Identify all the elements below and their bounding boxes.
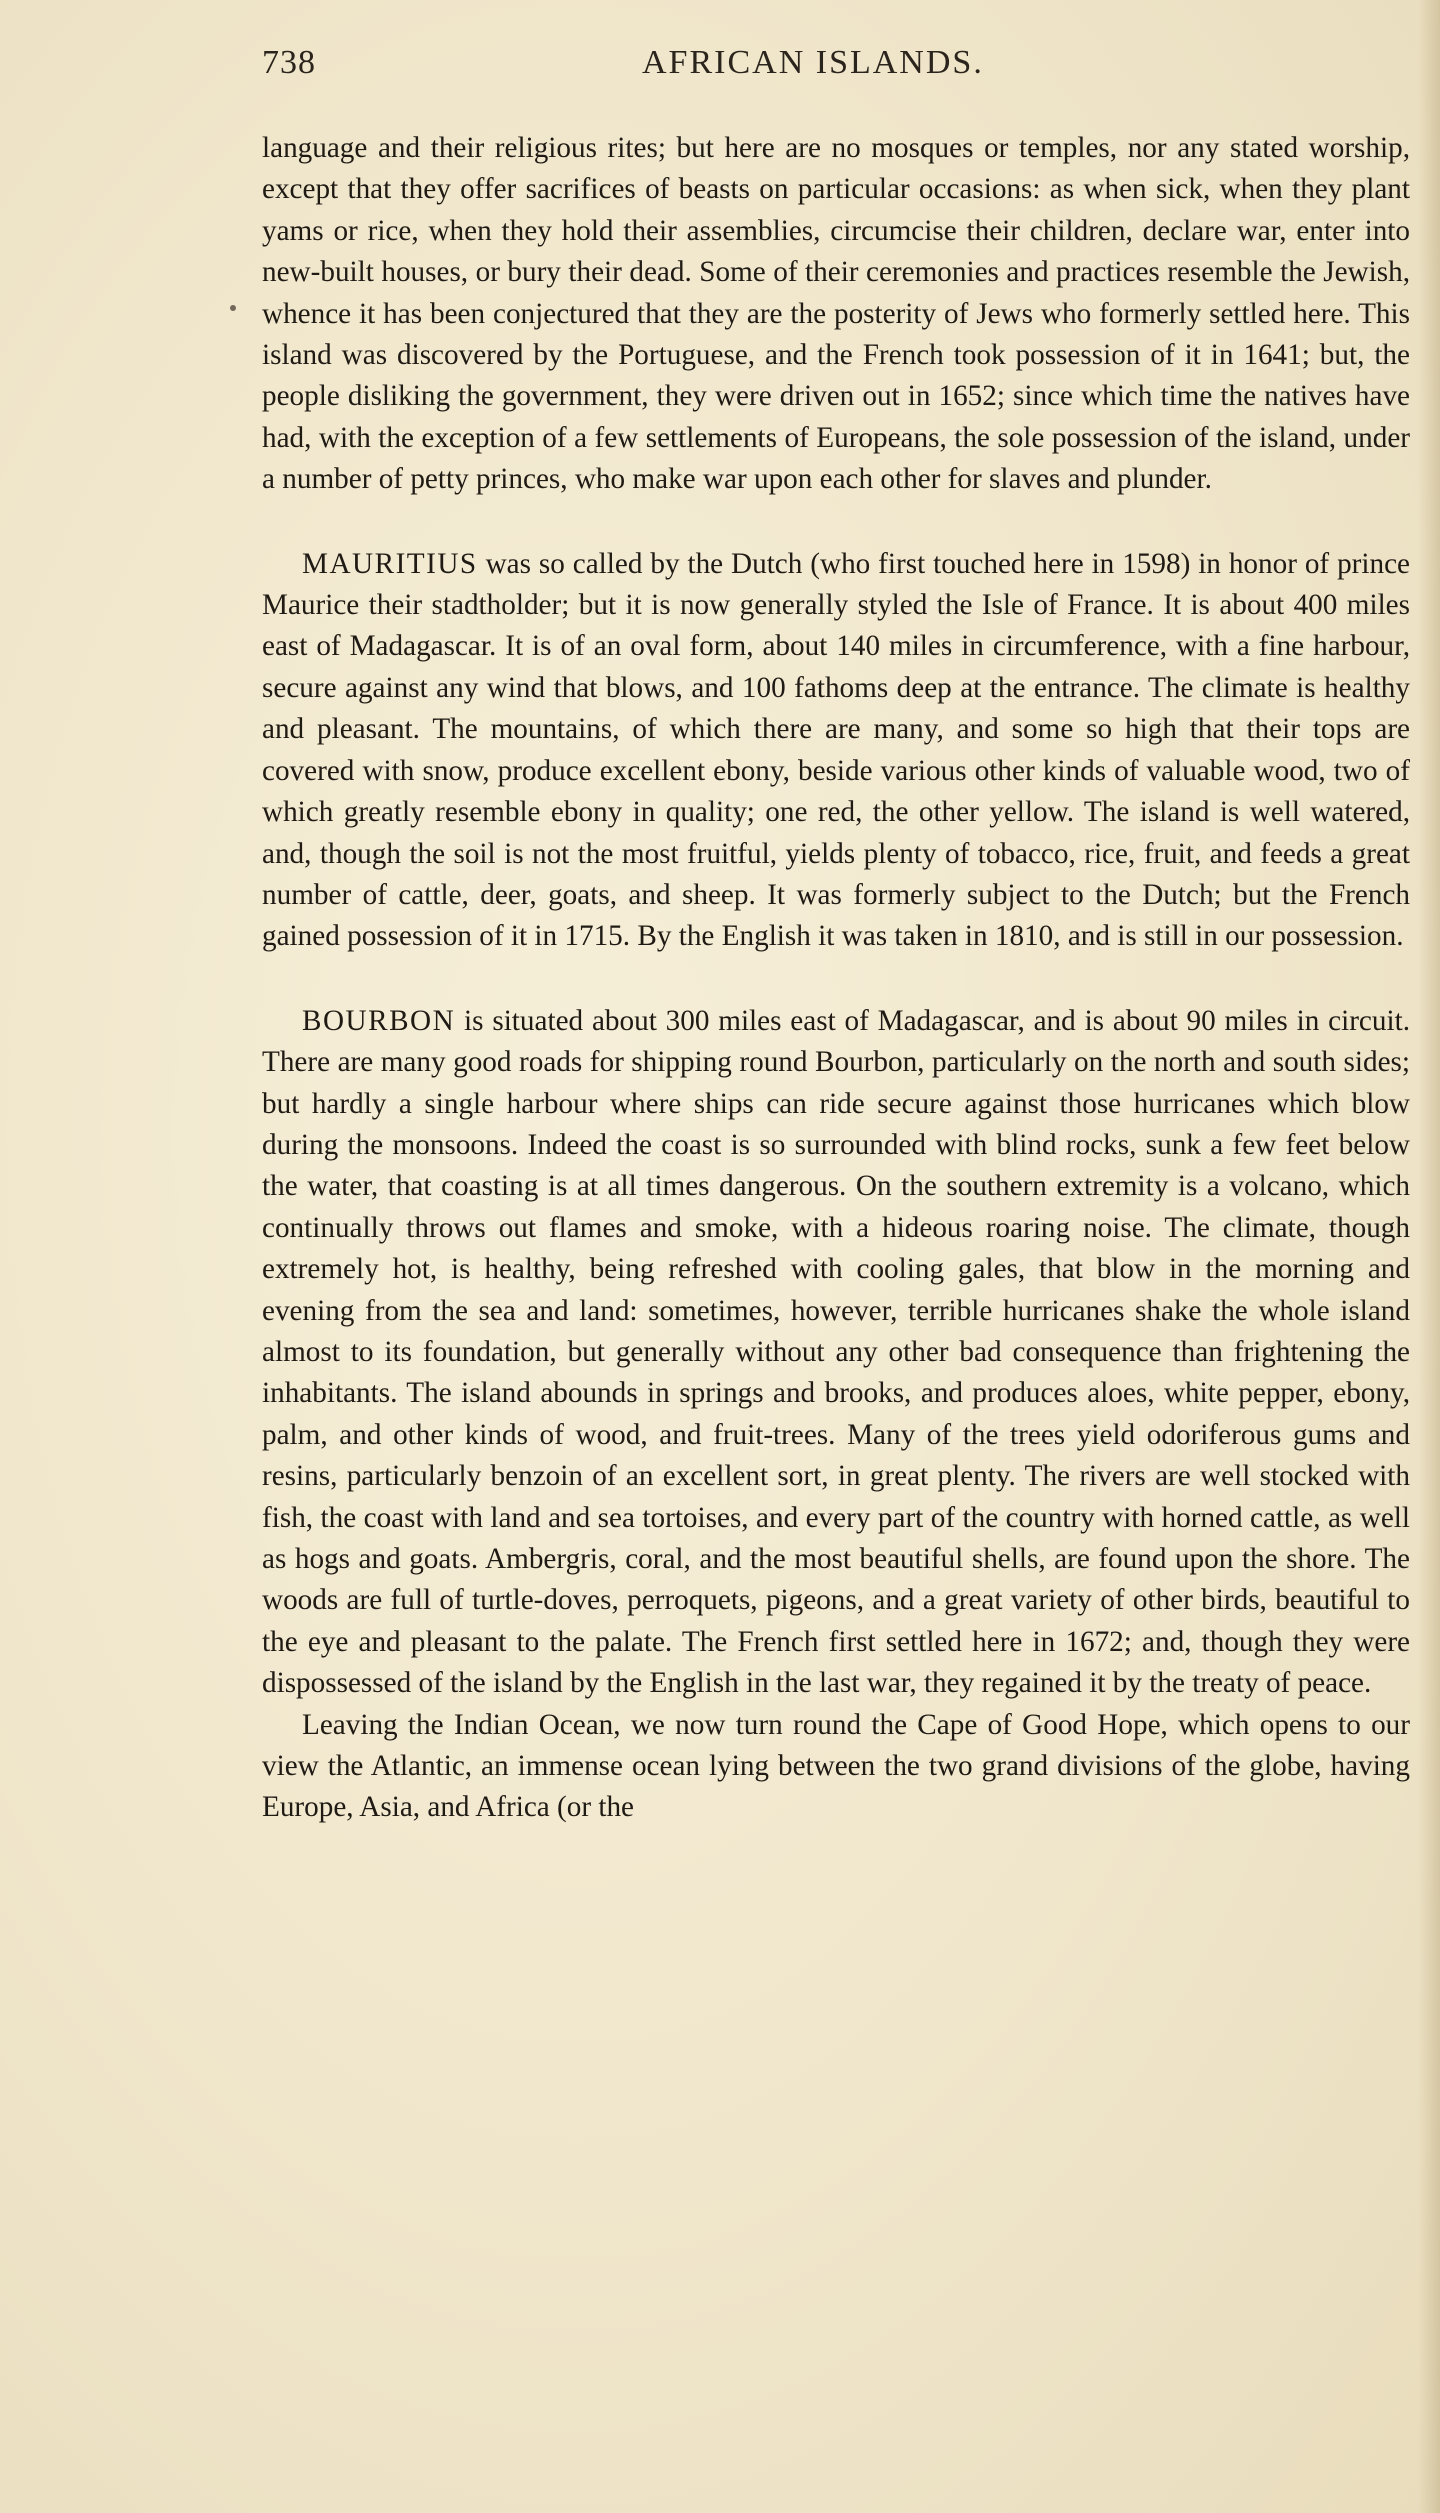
paragraph-text: Leaving the Indian Ocean, we now turn round the Cape of Good Hope, which opens to our view the Atlantic, an immense ocean lying between the two grand divisions of the globe, having Europe, Asia, and Africa (or the — [262, 1708, 1410, 1824]
running-header — [262, 44, 1410, 92]
body-text — [262, 128, 1410, 1829]
paragraph-text: is situated about 300 miles east of Madagascar, and is about 90 miles in circuit. There are many good roads for shipping round Bourbon, particularly on the north and south sides; but hardly a single harbour where ships can ride secure against those hurricanes which blow during the monsoons. Indeed the coast is so surrounded with blind rocks, sunk a few feet below the water, that coasting is at all times dangerous. On the southern extremity is a volcano, which continually throws out flames and smoke, with a hideous roaring noise. The climate, though extremely hot, is healthy, being refreshed with cooling gales, that blow in the morning and evening from the sea and land: sometimes, however, terrible hurricanes shake the whole island almost to its foundation, but generally without any other bad consequence than frightening the inhabitants. The island abounds in springs and brooks, and produces aloes, white pepper, ebony, palm, and other kinds of wood, and fruit-trees. Many of the trees yield odoriferous gums and resins, particularly benzoin of an excellent sort, in great plenty. The rivers are well stocked with fish, the coast with land and sea tortoises, and every part of the country with horned cattle, as well as hogs and goats. Ambergris, coral, and the most beautiful shells, are found upon the shore. The woods are full of turtle-doves, perroquets, pigeons, and a great variety of other birds, beautiful to the eye and pleasant to the palate. The French first settled here in 1672; and, though they were dispossessed of the island by the English in the last war, they regained it by the treaty of peace. — [262, 1004, 1410, 1700]
paragraph-text: was so called by the Dutch (who first touched here in 1598) in honor of prince Maurice their stadtholder; but it is now generally styled the Isle of France. It is about 400 miles east of Madagascar. It is of an oval form, about 140 miles in circumference, with a fine harbour, secure against any wind that blows, and 100 fathoms deep at the entrance. The climate is healthy and pleasant. The mountains, of which there are many, and some so high that their tops are covered with snow, produce excellent ebony, beside various other kinds of valuable wood, two of which greatly resemble ebony in quality; one red, the other yellow. The island is well watered, and, though the soil is not the most fruitful, yields plenty of tobacco, rice, fruit, and feeds a great number of cattle, deer, goats, and sheep. It was formerly subject to the Dutch; but the French gained possession of it in 1715. By the English it was taken in 1810, and is still in our possession. — [262, 547, 1410, 953]
paragraph-mauritius — [262, 544, 1410, 958]
page-edge-shadow — [1418, 0, 1440, 2513]
ink-speck — [230, 305, 236, 311]
page-number: 738 — [262, 44, 316, 81]
island-name-bourbon: BOURBON — [302, 1004, 456, 1037]
paragraph-atlantic — [262, 1705, 1410, 1829]
paragraph-text: language and their religious rites; but here are no mosques or temples, nor any stated worship, except that they offer sacrifices of beasts on particular occasions: as when sick, when they plant yams or rice, when they hold their assemblies, circumcise their children, declare war, enter into new-built houses, or bury their dead. Some of their ceremonies and practices resemble the Jewish, whence it has been conjectured that they are the posterity of Jews who formerly settled here. This island was discovered by the Portuguese, and the French took possession of it in 1641; but, the people disliking the government, they were driven out in 1652; since which time the natives have had, with the exception of a few settlements of Europeans, the sole possession of the island, under a number of petty princes, who make war upon each other for slaves and plunder. — [262, 132, 1410, 496]
island-name-mauritius: MAURITIUS — [302, 547, 478, 580]
running-title: AFRICAN ISLANDS. — [642, 44, 984, 81]
paragraph-bourbon — [262, 1001, 1410, 1705]
paragraph-madagascar-continued — [262, 128, 1410, 501]
